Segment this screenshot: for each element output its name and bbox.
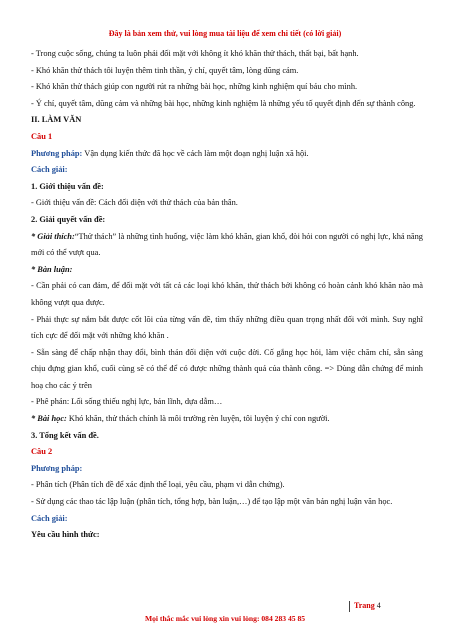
paragraph: - Phân tích (Phân tích đề để xác định thể loại, yêu cầu, phạm vi dẫn chứng). [31, 480, 285, 490]
subheading: 1. Giới thiệu vấn đề: [31, 181, 104, 191]
paragraph: - Giới thiệu vấn đề: Cách đối diện với thử thách của bản thân. [31, 198, 238, 208]
paragraph: - Phải thực sự nắm bắt được cốt lõi của từng vấn đề, tìm thấy những điều quan trọng nhất đối với mình. Suy nghĩ tích cực để đối mặt với những khó khăn . [31, 314, 423, 341]
paragraph: - Sử dụng các thao tác lập luận (phân tích, tổng hợp, bàn luận,…) để tạo lập một văn bản nghị luận văn học. [31, 497, 393, 507]
lesson-text: Khó khăn, thử thách chính là môi trường rèn luyện, tôi luyện ý chí con người. [66, 414, 330, 424]
contact-footer: Mọi thắc mắc vui lòng xin vui lòng: 084 283 45 85 [144, 614, 306, 623]
subheading: 3. Tổng kết vấn đề. [31, 430, 99, 440]
lesson-line [31, 411, 423, 428]
method-heading: Phương pháp: [31, 463, 83, 473]
method-line [31, 146, 423, 163]
subheading: Yêu cầu hình thức: [31, 530, 100, 540]
discussion-label: * Bàn luận: [31, 264, 73, 274]
paragraph: - Khó khăn thử thách tôi luyện thêm tinh thần, ý chí, quyết tâm, lòng dũng cảm. [31, 65, 299, 75]
page-number-divider [349, 601, 350, 612]
question-heading: Câu 2 [31, 447, 53, 457]
section-heading: II. LÀM VĂN [31, 115, 82, 125]
explanation-label: * Giải thích: [31, 231, 75, 241]
paragraph: - Phê phán: Lối sống thiếu nghị lực, bản lĩnh, dựa dẫm… [31, 397, 223, 407]
method-label: Phương pháp: [31, 148, 83, 158]
question-heading: Câu 1 [31, 131, 53, 141]
method-text: Vận dụng kiến thức đã học về cách làm một đoạn nghị luận xã hội. [82, 148, 309, 158]
document-body [31, 46, 423, 544]
paragraph: - Sẵn sàng để chấp nhận thay đổi, bình thản đối diện với cuộc đời. Cố gắng học hỏi, làm việc chăm chỉ, sẵn sàng chịu đựng gian khổ, cuối cùng sẽ có thể để có được những thành quả của thành công. => Dùng dẫn chứng để minh hoạ cho các ý trên [31, 347, 423, 390]
page-value: 4 [376, 601, 381, 610]
lesson-label: * Bài học: [31, 414, 67, 424]
solution-heading: Cách giải: [31, 165, 68, 175]
page-label: Trang [354, 601, 375, 610]
solution-heading: Cách giải: [31, 513, 68, 523]
paragraph: - Cần phải có can đảm, để đối mặt với tất cả các loại khó khăn, thử thách bởi không có hoàn cảnh khó khăn nào mà không vượt qua được. [31, 281, 423, 307]
preview-banner: Đây là bản xem thử, vui lòng mua tài liệu để xem chi tiết (có lời giải) [108, 29, 342, 38]
paragraph: - Khó khăn thử thách giúp con người rút ra những bài học, những kinh nghiệm quí báu cho mình. [31, 82, 358, 92]
page-number [354, 601, 381, 610]
explanation-line [31, 229, 423, 262]
subheading: 2. Giải quyết vấn đề: [31, 214, 106, 224]
paragraph: - Ý chí, quyết tâm, dũng cảm và những bài học, những kinh nghiệm là những yếu tố quyết định đến sự thành công. [31, 98, 416, 108]
explanation-text: “Thử thách” là những tình huống, việc làm khó khăn, gian khổ, đòi hỏi con người có nghị lực, khả năng mới có thể vượt qua. [31, 231, 423, 258]
paragraph: - Trong cuộc sống, chúng ta luôn phải đối mặt với không ít khó khăn thử thách, thất bại, bất hạnh. [31, 49, 359, 58]
